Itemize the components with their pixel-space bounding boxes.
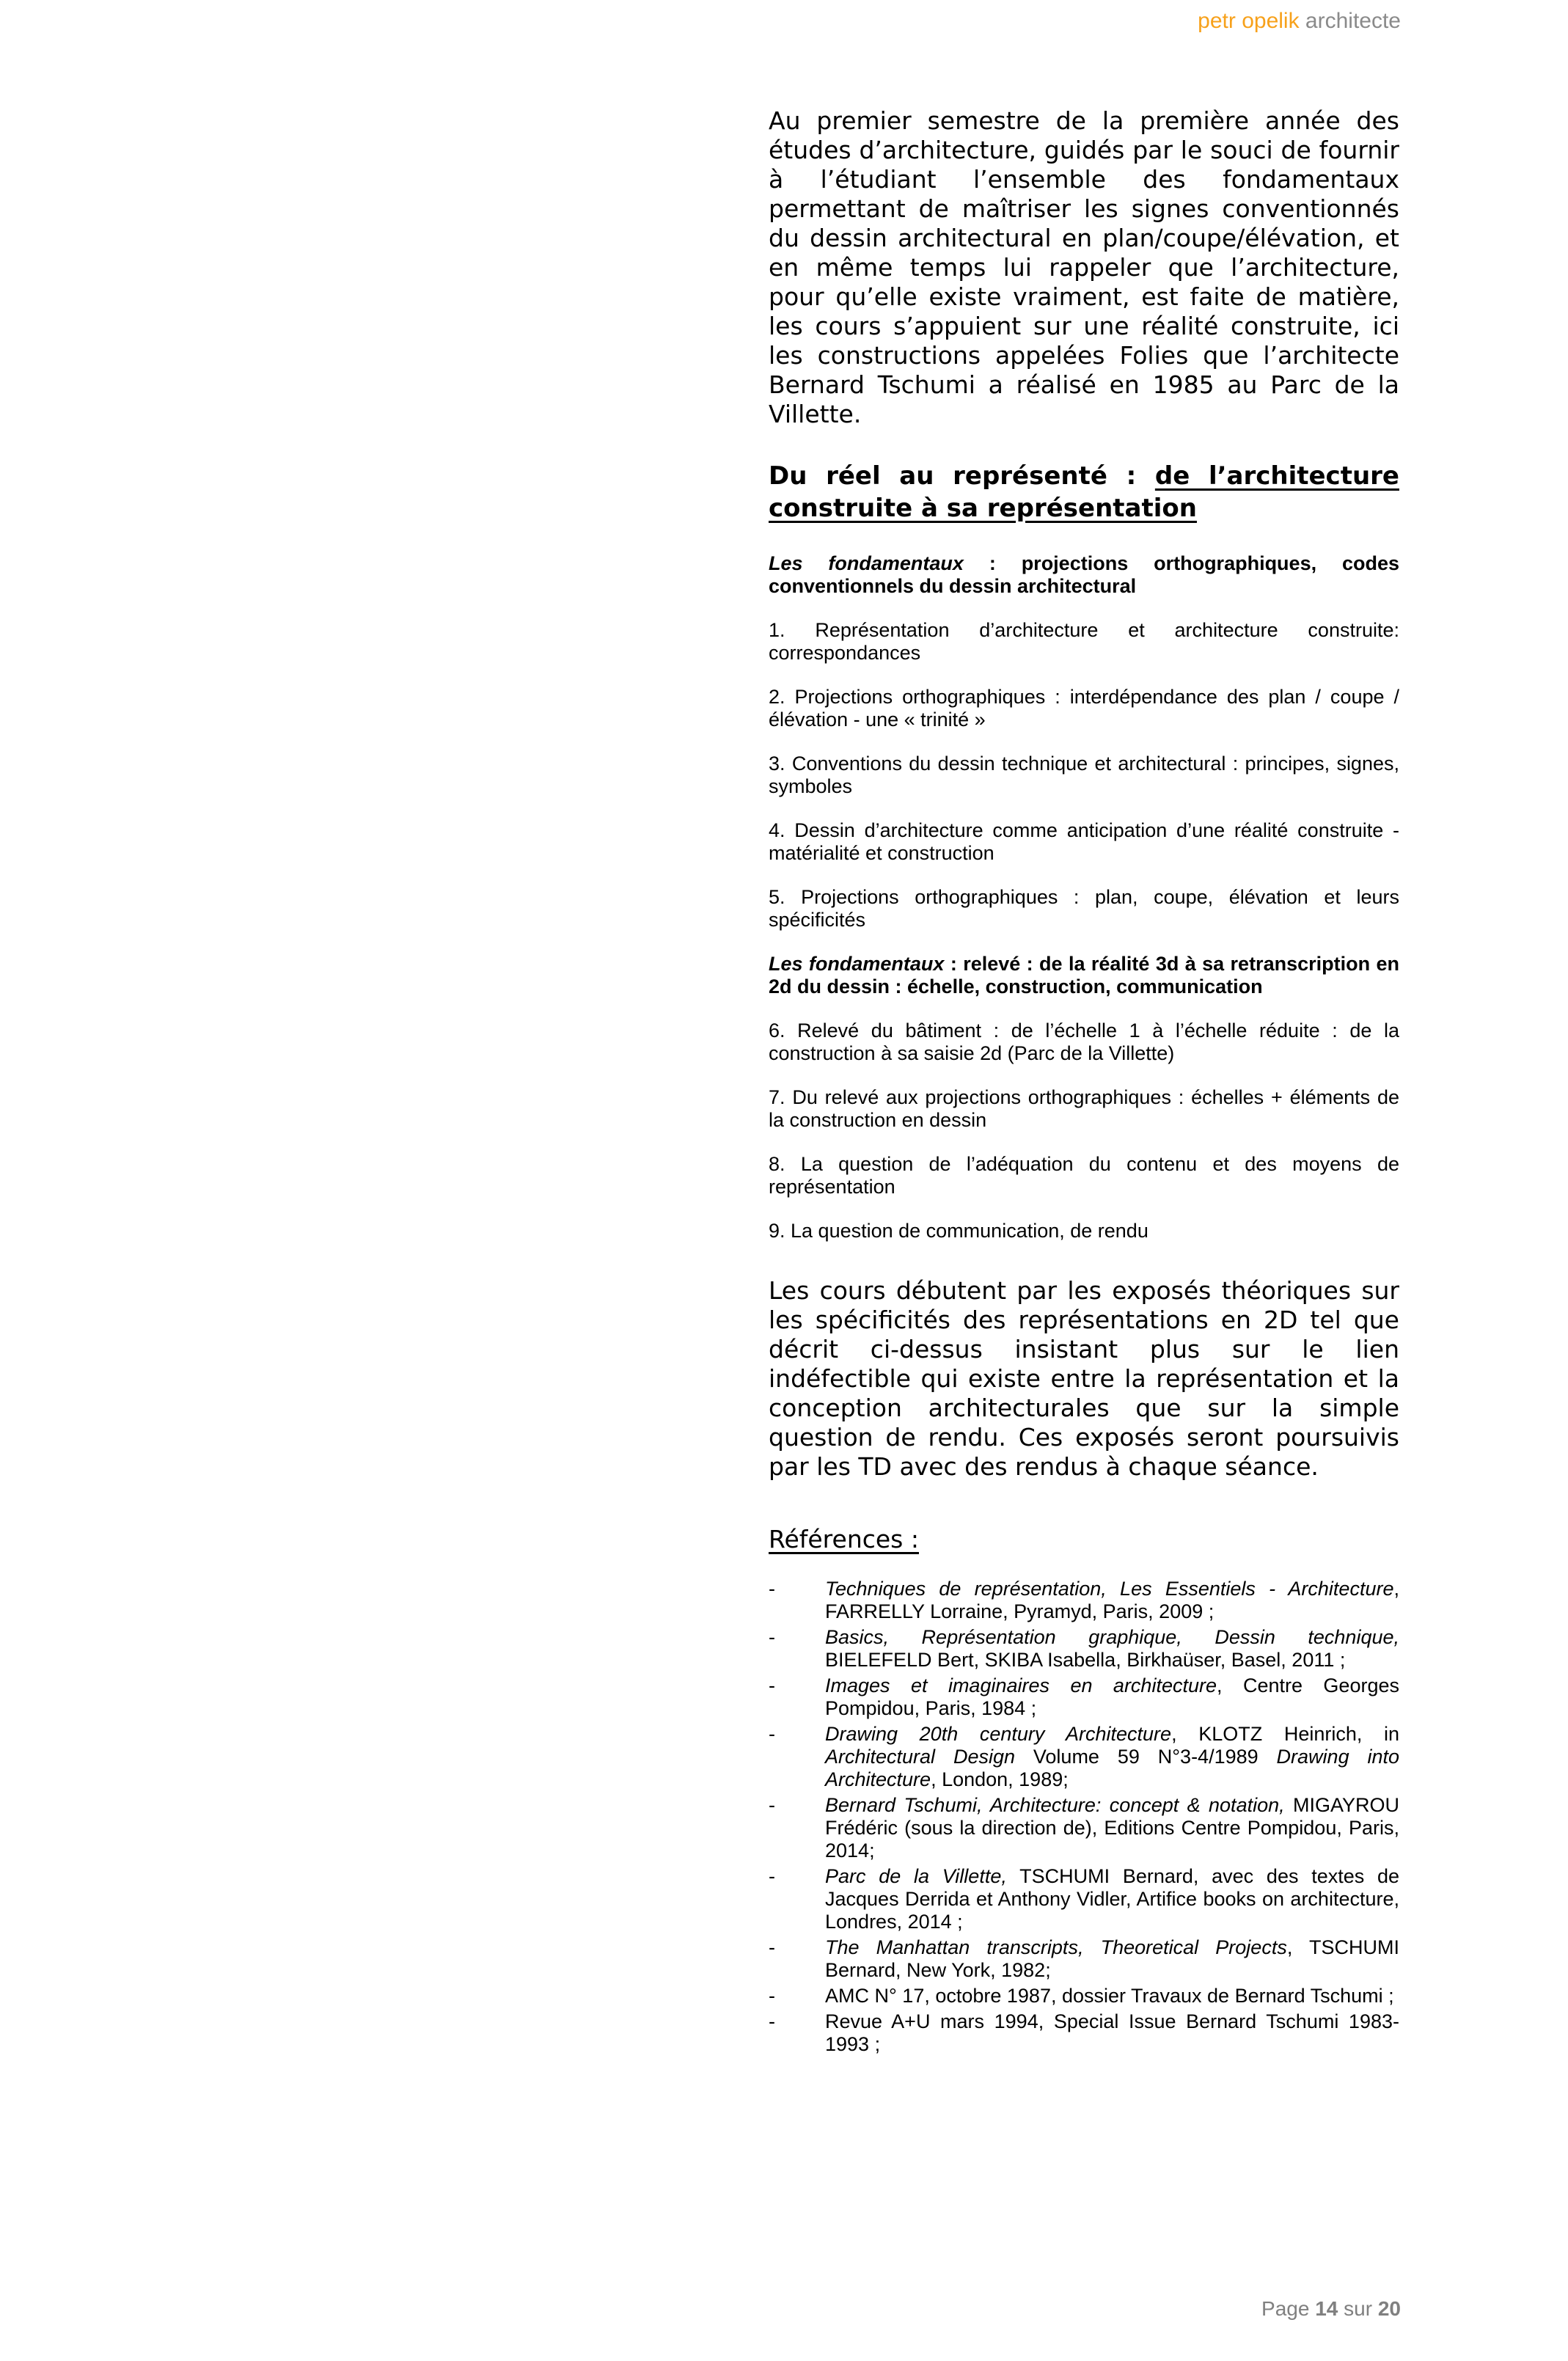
subheading-2-rest: : relevé : de la réalité 3d à sa retranscription en 2d du dessin : échelle, construction, communication [769, 953, 1399, 998]
reference-text: Images et imaginaires en architecture, Centre Georges Pompidou, Paris, 1984 ; [825, 1674, 1399, 1719]
footer-separator: sur [1338, 2297, 1378, 2320]
course-list-2 [769, 1020, 1399, 1242]
intro-paragraph: Au premier semestre de la première année des études d’architecture, guidés par le souci de fournir à l’étudiant l’ensemble des fondamentaux permettant de maîtriser les signes conventionnés du dessin architectural en plan/coupe/élévation, et en même temps lui rappeler que l’architecture, pour qu’elle existe vraiment, est faite de matière, les cours s’appuient sur une réalité construite, ici les constructions appelées Folies que l’architecte Bernard Tschumi a réalisé en 1985 au Parc de la Villette. [769, 106, 1399, 428]
reference-dash: - [769, 1794, 775, 1816]
reference-text: AMC N° 17, octobre 1987, dossier Travaux de Bernard Tschumi ; [825, 1985, 1394, 2007]
list-item: 7. Du relevé aux projections orthographiques : échelles + éléments de la construction en dessin [769, 1086, 1399, 1131]
brand-role: architecte [1299, 9, 1401, 33]
reference-item [769, 2010, 1399, 2056]
section-heading [769, 460, 1399, 524]
reference-text: Drawing 20th century Architecture, KLOTZ Heinrich, in Architectural Design Volume 59 N°3-4/1989 Drawing into Architecture, London, 1989; [825, 1723, 1400, 1790]
subheading-2-lead: Les fondamentaux [769, 953, 945, 975]
subheading-fundamentals-2 [769, 953, 1399, 998]
reference-dash: - [769, 2010, 775, 2032]
reference-item [769, 1865, 1399, 1933]
reference-text: Revue A+U mars 1994, Special Issue Bernard Tschumi 1983-1993 ; [825, 2010, 1399, 2055]
reference-text: Techniques de représentation, Les Essentiels - Architecture, FARRELLY Lorraine, Pyramyd, Paris, 2009 ; [825, 1578, 1399, 1622]
list-item: 3. Conventions du dessin technique et architectural : principes, signes, symboles [769, 753, 1399, 797]
reference-dash: - [769, 1865, 775, 1887]
footer-prefix: Page [1261, 2297, 1316, 2320]
subheading-fundamentals-1 [769, 552, 1399, 598]
reference-text: Parc de la Villette, TSCHUMI Bernard, avec des textes de Jacques Derrida et Anthony Vidler, Artifice books on architecture, Londres, 2014 ; [825, 1865, 1400, 1933]
list-item: 8. La question de l’adéquation du contenu et des moyens de représentation [769, 1153, 1399, 1198]
reference-item [769, 1936, 1399, 1982]
reference-item [769, 1626, 1399, 1672]
reference-dash: - [769, 1578, 775, 1600]
reference-dash: - [769, 1626, 775, 1648]
footer-current-page: 14 [1315, 2297, 1338, 2320]
reference-dash: - [769, 1985, 775, 2007]
list-item: 5. Projections orthographiques : plan, coupe, élévation et leurs spécificités [769, 886, 1399, 931]
brand-name: petr opelik [1198, 9, 1300, 33]
section-heading-underlined: de l’architecture construite à sa représentation [769, 461, 1399, 523]
text-column [769, 0, 1399, 2059]
reference-text: The Manhattan transcripts, Theoretical Projects, TSCHUMI Bernard, New York, 1982; [825, 1936, 1399, 1981]
footer-total-pages: 20 [1377, 2297, 1401, 2320]
reference-dash: - [769, 1723, 775, 1745]
course-list-1 [769, 619, 1399, 931]
section-heading-plain: Du réel au représenté : [769, 461, 1155, 491]
subheading-1-rest: : projections orthographiques, codes conventionnels du dessin architectural [769, 552, 1399, 597]
list-item: 4. Dessin d’architecture comme anticipation d’une réalité construite - matérialité et construction [769, 819, 1399, 864]
list-item: 2. Projections orthographiques : interdépendance des plan / coupe / élévation - une « trinité » [769, 686, 1399, 731]
subheading-1-lead: Les fondamentaux [769, 552, 964, 574]
references-heading: Références : [769, 1525, 919, 1553]
reference-dash: - [769, 1674, 775, 1696]
closing-paragraph: Les cours débutent par les exposés théoriques sur les spécificités des représentations en 2D tel que décrit ci-dessus insistant plus sur le lien indéfectible qui existe entre la représentation et la conception architecturales que sur la simple question de rendu. Ces exposés seront poursuivis par les TD avec des rendus à chaque séance. [769, 1276, 1399, 1481]
list-item: 6. Relevé du bâtiment : de l’échelle 1 à l’échelle réduite : de la construction à sa saisie 2d (Parc de la Villette) [769, 1020, 1399, 1064]
reference-dash: - [769, 1936, 775, 1958]
reference-text: Bernard Tschumi, Architecture: concept & notation, MIGAYROU Frédéric (sous la direction de), Editions Centre Pompidou, Paris, 2014; [825, 1794, 1399, 1862]
reference-text: Basics, Représentation graphique, Dessin technique, BIELEFELD Bert, SKIBA Isabella, Birkhaüser, Basel, 2011 ; [825, 1626, 1399, 1671]
list-item: 1. Représentation d’architecture et architecture construite: correspondances [769, 619, 1399, 664]
reference-item [769, 1794, 1399, 1862]
reference-item [769, 1723, 1399, 1791]
references-list [769, 1578, 1399, 2056]
reference-item [769, 1985, 1399, 2007]
reference-item [769, 1578, 1399, 1623]
list-item: 9. La question de communication, de rendu [769, 1220, 1148, 1242]
footer-page-number [1261, 2297, 1401, 2321]
reference-item [769, 1674, 1399, 1720]
